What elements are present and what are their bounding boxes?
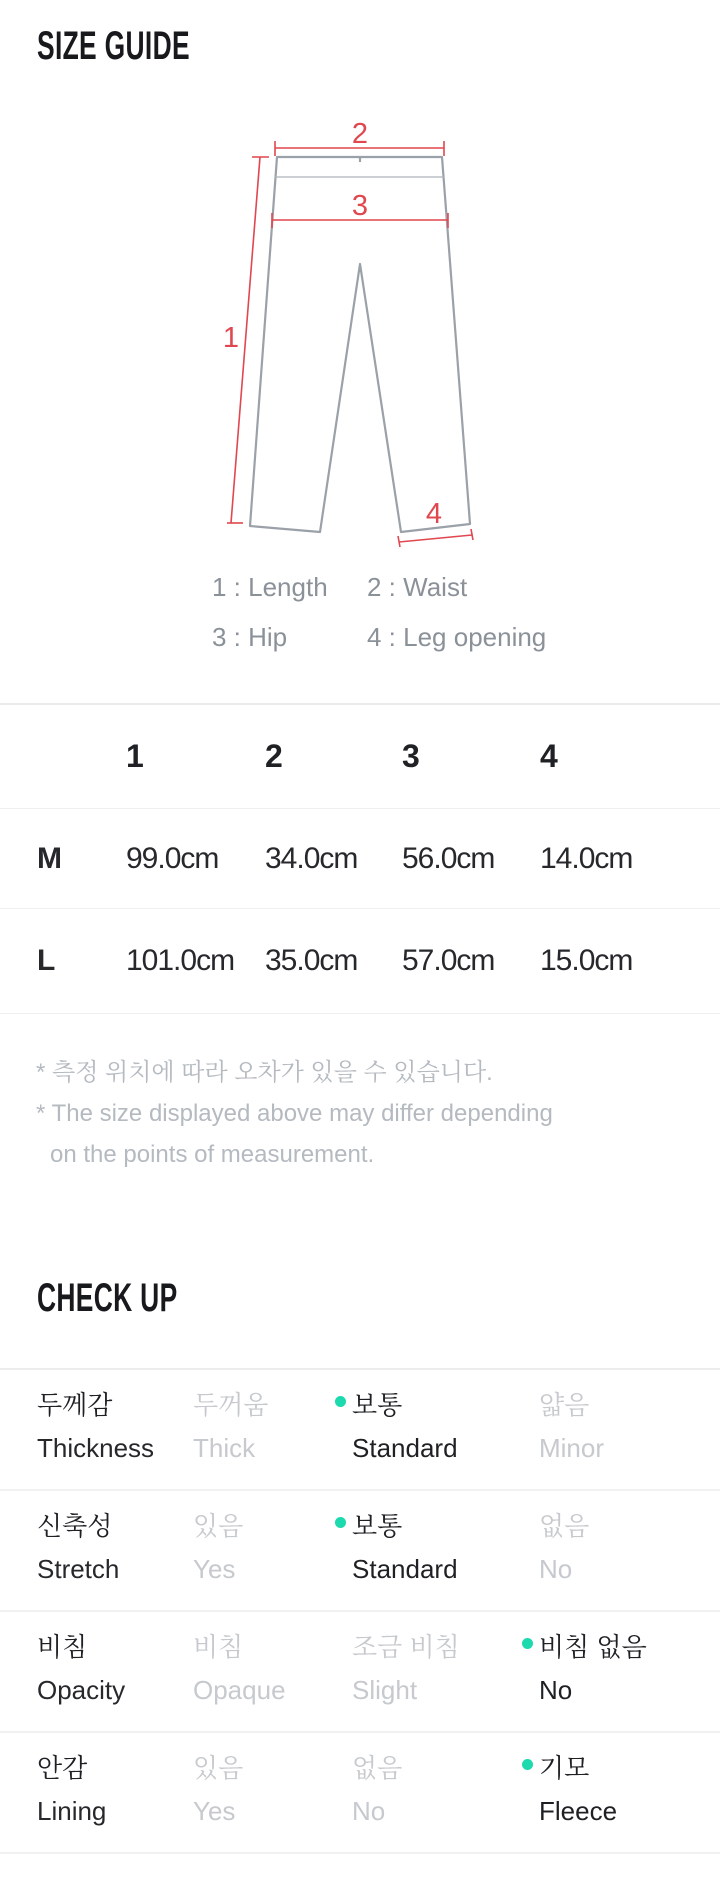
size-m-leg-opening: 14.0cm <box>540 841 633 875</box>
size-label: L <box>37 944 56 977</box>
check-label-korean: 안감 <box>37 1753 88 1783</box>
size-m-hip: 56.0cm <box>402 841 495 875</box>
column-header-4: 4 <box>540 738 558 774</box>
leg-opening-tick-right <box>471 529 473 540</box>
note-line-korean: * 측정 위치에 따라 오차가 있을 수 있습니다. <box>36 1059 493 1086</box>
check-label <box>0 1630 193 1708</box>
size-label: M <box>37 841 62 875</box>
check-label-english: Thickness <box>37 1433 155 1463</box>
option-korean: 두꺼움 <box>193 1390 269 1420</box>
option-english: Fleece <box>539 1796 618 1826</box>
option-english: No <box>539 1554 573 1584</box>
option-korean: 조금 비침 <box>352 1632 460 1662</box>
check-label <box>0 1509 193 1587</box>
option-korean: 없음 <box>539 1511 590 1541</box>
note-line-english: * The size displayed above may differ depending <box>36 1100 553 1127</box>
size-m-length: 99.0cm <box>126 841 219 875</box>
legend-item-length: 1 : Length <box>212 572 328 602</box>
check-label-korean: 두께감 <box>37 1390 113 1420</box>
marker-4-label: 4 <box>425 498 443 530</box>
check-label <box>0 1751 193 1829</box>
check-label <box>0 1388 193 1466</box>
check-option <box>193 1509 352 1587</box>
pants-diagram-svg <box>185 95 485 565</box>
size-l-length: 101.0cm <box>126 944 235 977</box>
table-row-size-m <box>0 809 720 909</box>
check-option <box>539 1509 720 1587</box>
size-m-waist: 34.0cm <box>265 841 358 875</box>
check-option <box>352 1509 539 1587</box>
check-option <box>193 1751 352 1829</box>
selected-dot-icon <box>335 1517 346 1528</box>
option-english: Opaque <box>193 1675 286 1705</box>
selected-dot-icon <box>522 1759 533 1770</box>
legend-item-waist: 2 : Waist <box>367 572 468 602</box>
pants-measurement-diagram <box>185 95 485 565</box>
check-up-table <box>0 1368 720 1854</box>
size-guide-title: SIZE GUIDE <box>37 24 190 68</box>
size-l-leg-opening: 15.0cm <box>540 944 633 977</box>
option-english: Minor <box>539 1433 605 1463</box>
marker-2-label: 2 <box>351 118 369 150</box>
column-header-1: 1 <box>126 738 144 774</box>
size-table <box>0 703 720 1014</box>
marker-1-label: 1 <box>222 322 240 354</box>
check-label-korean: 비침 <box>37 1632 88 1662</box>
measurement-legend <box>212 572 546 652</box>
size-table-header-row <box>0 705 720 809</box>
check-label-english: Stretch <box>37 1554 120 1584</box>
option-korean: 보통 <box>352 1511 403 1541</box>
option-english: Thick <box>193 1433 256 1463</box>
check-label-english: Opacity <box>37 1675 126 1705</box>
marker-3-label: 3 <box>351 190 369 222</box>
check-row-opacity <box>0 1612 720 1733</box>
check-row-lining <box>0 1733 720 1854</box>
size-l-waist: 35.0cm <box>265 944 358 977</box>
option-english: Slight <box>352 1675 418 1705</box>
option-english: Yes <box>193 1796 236 1826</box>
option-korean: 보통 <box>352 1390 403 1420</box>
option-korean: 얇음 <box>539 1390 590 1420</box>
note-line-english-cont: on the points of measurement. <box>50 1141 375 1168</box>
option-korean: 기모 <box>539 1753 590 1783</box>
check-row-thickness <box>0 1370 720 1491</box>
option-english: Yes <box>193 1554 236 1584</box>
option-english: No <box>352 1796 386 1826</box>
measurement-notes <box>36 1052 553 1175</box>
option-korean: 비침 없음 <box>539 1632 647 1662</box>
option-english: Standard <box>352 1433 458 1463</box>
option-english: Standard <box>352 1554 458 1584</box>
size-l-hip: 57.0cm <box>402 944 495 977</box>
option-english: No <box>539 1675 573 1705</box>
selected-dot-icon <box>522 1638 533 1649</box>
check-option <box>193 1630 352 1708</box>
check-label-english: Lining <box>37 1796 107 1826</box>
check-option <box>352 1751 539 1829</box>
check-option <box>352 1388 539 1466</box>
check-option <box>539 1388 720 1466</box>
check-label-korean: 신축성 <box>37 1511 113 1541</box>
column-header-2: 2 <box>265 738 283 774</box>
option-korean: 없음 <box>352 1753 403 1783</box>
check-option <box>193 1388 352 1466</box>
leg-opening-dimension-line <box>399 535 472 542</box>
check-option <box>539 1630 720 1708</box>
column-header-3: 3 <box>402 738 420 774</box>
legend-item-leg-opening: 4 : Leg opening <box>367 622 547 652</box>
selected-dot-icon <box>335 1396 346 1407</box>
check-option <box>539 1751 720 1829</box>
check-option <box>352 1630 539 1708</box>
table-row-size-l <box>0 909 720 1014</box>
check-row-stretch <box>0 1491 720 1612</box>
option-korean: 있음 <box>193 1511 244 1541</box>
check-up-title: CHECK UP <box>37 1276 178 1320</box>
leg-opening-tick-left <box>398 536 400 547</box>
option-korean: 있음 <box>193 1753 244 1783</box>
legend-item-hip: 3 : Hip <box>212 622 288 652</box>
option-korean: 비침 <box>193 1632 244 1662</box>
